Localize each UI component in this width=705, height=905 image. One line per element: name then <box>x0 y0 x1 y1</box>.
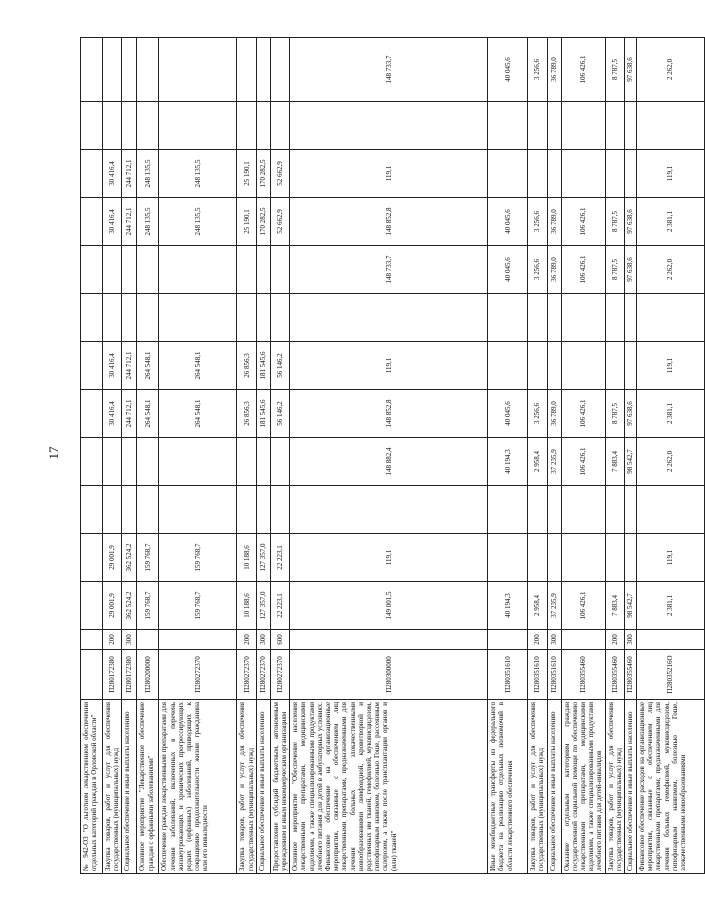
row-code-cell: П280172380 <box>122 650 137 700</box>
amount-cell <box>81 38 103 102</box>
amount-cell: 244 712,1 <box>122 198 137 246</box>
amount-cell <box>561 342 605 390</box>
amount-cell: 30 416,4 <box>103 150 122 198</box>
row-code-cell: П280172380 <box>103 650 122 700</box>
amount-cell: 10 188,6 <box>237 582 256 630</box>
amount-cell: 248 135,5 <box>159 150 237 198</box>
amount-cell: 2 262,0 <box>637 246 705 294</box>
table-row <box>290 38 488 874</box>
amount-cell <box>270 486 289 534</box>
amount-cell: 52 662,9 <box>270 198 289 246</box>
amount-cell: 119,1 <box>290 534 488 582</box>
amount-cell: 2 958,4 <box>528 582 547 630</box>
amount-cell <box>159 102 237 150</box>
amount-cell <box>159 438 237 486</box>
amount-cell: 7 883,4 <box>605 438 624 486</box>
amount-cell <box>237 486 256 534</box>
amount-cell: 40 194,3 <box>488 582 528 630</box>
amount-cell <box>137 294 159 342</box>
amount-cell <box>625 342 637 390</box>
amount-cell: 106 426,1 <box>561 390 605 438</box>
amount-cell <box>625 150 637 198</box>
row-expense-type-cell <box>137 630 159 650</box>
amount-cell <box>81 582 103 630</box>
amount-cell <box>547 150 561 198</box>
amount-cell <box>488 342 528 390</box>
row-name-cell: Закупка товаров, работ и услуг для обеспечения государственных (муниципальных) нужд <box>528 700 547 874</box>
row-code-cell: П280272370 <box>237 650 256 700</box>
row-expense-type-cell: 200 <box>528 630 547 650</box>
amount-cell: 119,1 <box>637 342 705 390</box>
row-expense-type-cell <box>290 630 488 650</box>
amount-cell <box>561 150 605 198</box>
amount-cell: 10 188,6 <box>237 534 256 582</box>
amount-cell <box>137 246 159 294</box>
row-expense-type-cell <box>81 630 103 650</box>
amount-cell <box>270 438 289 486</box>
amount-cell <box>81 486 103 534</box>
amount-cell <box>637 294 705 342</box>
row-name-cell: Предоставление субсидий бюджетным, автономным учреждениям и иным некоммерческим организациям <box>270 700 289 874</box>
amount-cell: 2 262,0 <box>637 438 705 486</box>
amount-cell: 106 426,1 <box>561 246 605 294</box>
amount-cell <box>270 38 289 102</box>
amount-cell: 97 638,6 <box>625 38 637 102</box>
amount-cell <box>137 438 159 486</box>
amount-cell: 25 190,1 <box>237 198 256 246</box>
amount-cell: 2 262,0 <box>637 38 705 102</box>
amount-cell: 3 256,6 <box>528 246 547 294</box>
row-expense-type-cell: 200 <box>103 630 122 650</box>
amount-cell <box>605 486 624 534</box>
amount-cell <box>256 486 270 534</box>
amount-cell: 40 194,3 <box>488 438 528 486</box>
row-code-cell: П280351610 <box>488 650 528 700</box>
amount-cell <box>81 294 103 342</box>
row-expense-type-cell <box>561 630 605 650</box>
amount-cell <box>237 438 256 486</box>
table-row <box>561 38 605 874</box>
amount-cell: 3 256,6 <box>528 38 547 102</box>
amount-cell <box>237 294 256 342</box>
row-name-cell: Основное мероприятие "Лекарственное обеспечение граждан с орфанными заболеваниями" <box>137 700 159 874</box>
amount-cell <box>561 294 605 342</box>
page-number: 17 <box>46 446 61 460</box>
amount-cell: 29 001,9 <box>103 534 122 582</box>
amount-cell <box>256 438 270 486</box>
row-code-cell: П280355460 <box>625 650 637 700</box>
rotated-page-area <box>80 38 688 874</box>
amount-cell: 97 638,6 <box>625 390 637 438</box>
row-expense-type-cell: 300 <box>122 630 137 650</box>
amount-cell <box>547 102 561 150</box>
row-name-cell: Закупка товаров, работ и услуг для обеспечения государственных (муниципальных) нужд <box>103 700 122 874</box>
amount-cell <box>159 246 237 294</box>
amount-cell: 25 190,1 <box>237 150 256 198</box>
amount-cell <box>605 150 624 198</box>
amount-cell: 362 524,2 <box>122 582 137 630</box>
amount-cell: 52 662,9 <box>270 150 289 198</box>
amount-cell <box>625 294 637 342</box>
amount-cell: 56 146,2 <box>270 342 289 390</box>
row-code-cell: П280351610 <box>528 650 547 700</box>
amount-cell: 264 548,1 <box>159 390 237 438</box>
amount-cell: 106 426,1 <box>561 198 605 246</box>
row-code-cell <box>81 650 103 700</box>
amount-cell <box>159 294 237 342</box>
amount-cell <box>528 102 547 150</box>
amount-cell: 106 426,1 <box>561 438 605 486</box>
row-code-cell: П280272370 <box>256 650 270 700</box>
amount-cell <box>103 38 122 102</box>
amount-cell: 159 768,7 <box>137 534 159 582</box>
amount-cell: 22 223,1 <box>270 582 289 630</box>
amount-cell <box>103 294 122 342</box>
amount-cell <box>81 150 103 198</box>
amount-cell: 119,1 <box>637 534 705 582</box>
amount-cell <box>237 246 256 294</box>
amount-cell <box>237 38 256 102</box>
amount-cell <box>561 486 605 534</box>
table-row <box>605 38 624 874</box>
amount-cell <box>270 294 289 342</box>
row-name-cell: Социальное обеспечение и иные выплаты населению <box>122 700 137 874</box>
amount-cell <box>637 486 705 534</box>
amount-cell: 159 768,7 <box>159 582 237 630</box>
amount-cell <box>122 246 137 294</box>
amount-cell: 181 545,6 <box>256 342 270 390</box>
row-code-cell: П280355460 <box>561 650 605 700</box>
amount-cell: 159 768,7 <box>137 582 159 630</box>
amount-cell <box>605 534 624 582</box>
amount-cell <box>528 534 547 582</box>
amount-cell: 148 852,8 <box>290 198 488 246</box>
amount-cell: 2 381,1 <box>637 390 705 438</box>
row-name-cell: Социальное обеспечение и иные выплаты населению <box>625 700 637 874</box>
amount-cell: 98 542,7 <box>625 438 637 486</box>
amount-cell <box>488 486 528 534</box>
amount-cell: 170 282,5 <box>256 150 270 198</box>
amount-cell <box>81 246 103 294</box>
amount-cell <box>625 486 637 534</box>
amount-cell <box>81 438 103 486</box>
amount-cell <box>528 294 547 342</box>
amount-cell <box>237 102 256 150</box>
amount-cell <box>561 534 605 582</box>
table-body <box>81 38 705 874</box>
amount-cell: 98 542,7 <box>625 582 637 630</box>
amount-cell: 106 426,1 <box>561 38 605 102</box>
row-name-cell: Основное мероприятие "Обеспечение населения лекарственными препаратами, медицинскими изделиями, а также специализированными продуктами лечебного питания для детей в амбулаторных условиях. Финансовое обеспечение на организационные мероприятия, связанные с обеспечением лиц лекарственными препаратами, предназначенными для лечения больных злокачественными новообразованиями лимфоидной, кроветворной и родственных им тканей, гемофилией, муковисцидозом, гипофизарным нанизмом, болезнью Гоше, рассеянным склерозом, а также после трансплантации органов и (или) тканей" <box>290 700 488 874</box>
amount-cell <box>81 390 103 438</box>
amount-cell <box>103 438 122 486</box>
table-row <box>137 38 159 874</box>
row-code-cell: П280355460 <box>605 650 624 700</box>
amount-cell <box>103 246 122 294</box>
amount-cell <box>488 150 528 198</box>
amount-cell: 106 426,1 <box>561 582 605 630</box>
table-row <box>488 38 528 874</box>
row-code-cell: П280351610 <box>547 650 561 700</box>
row-expense-type-cell <box>637 630 705 650</box>
row-name-cell: Иные межбюджетные трансферты из федерального бюджета на реализацию отдельных полномочий в области лекарственного обеспечения <box>488 700 528 874</box>
amount-cell <box>81 102 103 150</box>
amount-cell: 40 045,6 <box>488 390 528 438</box>
amount-cell: 8 787,5 <box>605 390 624 438</box>
amount-cell: 181 545,6 <box>256 390 270 438</box>
amount-cell: 159 768,7 <box>159 534 237 582</box>
amount-cell <box>290 294 488 342</box>
amount-cell <box>547 294 561 342</box>
row-code-cell: П280272370 <box>270 650 289 700</box>
table-row <box>103 38 122 874</box>
amount-cell: 244 712,1 <box>122 342 137 390</box>
amount-cell: 2 381,1 <box>637 582 705 630</box>
amount-cell <box>159 486 237 534</box>
amount-cell <box>290 102 488 150</box>
amount-cell: 148 733,7 <box>290 246 488 294</box>
table-row <box>237 38 256 874</box>
amount-cell <box>122 38 137 102</box>
amount-cell <box>488 294 528 342</box>
table-row <box>81 38 103 874</box>
amount-cell <box>605 102 624 150</box>
amount-cell: 40 045,6 <box>488 246 528 294</box>
row-code-cell: П280300000 <box>290 650 488 700</box>
amount-cell: 36 789,0 <box>547 38 561 102</box>
amount-cell: 30 416,4 <box>103 342 122 390</box>
amount-cell: 2 958,4 <box>528 438 547 486</box>
amount-cell: 30 416,4 <box>103 198 122 246</box>
amount-cell: 8 787,5 <box>605 38 624 102</box>
amount-cell <box>159 38 237 102</box>
amount-cell <box>122 294 137 342</box>
row-name-cell: Финансовое обеспечение расходов на организационные мероприятия, связанные с обеспечением лиц лекарственными препаратами, предназначенными для лечения больных гемофилией, муковисцидозом, гипофизарным нанизмом, болезнью Гоше, злокачественными новообразованиями <box>637 700 705 874</box>
amount-cell: 22 223,1 <box>270 534 289 582</box>
amount-cell: 97 638,6 <box>625 246 637 294</box>
table-row <box>122 38 137 874</box>
amount-cell: 119,1 <box>290 150 488 198</box>
amount-cell <box>528 342 547 390</box>
amount-cell: 3 256,6 <box>528 390 547 438</box>
amount-cell: 30 416,4 <box>103 390 122 438</box>
amount-cell <box>122 102 137 150</box>
amount-cell <box>547 486 561 534</box>
row-code-cell: П280272370 <box>159 650 237 700</box>
amount-cell <box>270 102 289 150</box>
row-name-cell: Обеспечение граждан лекарственными препаратами для лечения заболеваний, включенных в перечень жизнеугрожающих и хронических прогрессирующих редких (орфанных) заболеваний, приводящих к сокращению продолжительности жизни гражданина или его инвалидности <box>159 700 237 874</box>
row-name-cell: Социальное обеспечение и иные выплаты населению <box>256 700 270 874</box>
amount-cell <box>137 102 159 150</box>
amount-cell <box>488 534 528 582</box>
amount-cell <box>103 102 122 150</box>
amount-cell: 264 548,1 <box>137 390 159 438</box>
amount-cell <box>625 534 637 582</box>
amount-cell <box>528 486 547 534</box>
amount-cell <box>137 486 159 534</box>
amount-cell: 264 548,1 <box>159 342 237 390</box>
amount-cell <box>81 342 103 390</box>
table-row <box>159 38 237 874</box>
amount-cell: 8 787,5 <box>605 246 624 294</box>
row-name-cell: Закупка товаров, работ и услуг для обеспечения государственных (муниципальных) нужд <box>605 700 624 874</box>
amount-cell: 40 045,6 <box>488 198 528 246</box>
amount-cell: 362 524,2 <box>122 534 137 582</box>
row-expense-type-cell: 600 <box>270 630 289 650</box>
table-row <box>256 38 270 874</box>
amount-cell <box>637 102 705 150</box>
amount-cell: 36 789,0 <box>547 246 561 294</box>
amount-cell <box>137 38 159 102</box>
amount-cell: 40 045,6 <box>488 38 528 102</box>
row-expense-type-cell: 200 <box>605 630 624 650</box>
amount-cell: 26 856,3 <box>237 342 256 390</box>
amount-cell: 37 235,9 <box>547 582 561 630</box>
table-row <box>637 38 705 874</box>
amount-cell <box>256 38 270 102</box>
amount-cell: 7 883,4 <box>605 582 624 630</box>
amount-cell <box>122 486 137 534</box>
row-name-cell: Социальное обеспечение и иные выплаты населению <box>547 700 561 874</box>
budget-table <box>80 37 705 874</box>
amount-cell <box>290 486 488 534</box>
amount-cell: 56 146,2 <box>270 390 289 438</box>
amount-cell: 248 135,5 <box>159 198 237 246</box>
row-name-cell: Закупка товаров, работ и услуг для обеспечения государственных (муниципальных) нужд <box>237 700 256 874</box>
row-expense-type-cell: 300 <box>256 630 270 650</box>
amount-cell <box>256 102 270 150</box>
amount-cell: 119,1 <box>290 342 488 390</box>
amount-cell <box>270 246 289 294</box>
row-code-cell: П280200000 <box>137 650 159 700</box>
amount-cell: 127 357,0 <box>256 582 270 630</box>
table-row <box>547 38 561 874</box>
amount-cell: 148 882,4 <box>290 438 488 486</box>
amount-cell: 36 789,0 <box>547 390 561 438</box>
amount-cell <box>488 102 528 150</box>
amount-cell: 8 787,5 <box>605 198 624 246</box>
amount-cell: 119,1 <box>637 150 705 198</box>
amount-cell: 3 256,6 <box>528 198 547 246</box>
amount-cell <box>103 486 122 534</box>
amount-cell: 29 001,9 <box>103 582 122 630</box>
row-expense-type-cell: 300 <box>547 630 561 650</box>
amount-cell <box>528 150 547 198</box>
amount-cell <box>122 438 137 486</box>
row-name-cell: № 942-ОЗ "О льготном лекарственном обеспечении отдельных категорий граждан в Орловской области" <box>81 700 103 874</box>
amount-cell <box>256 246 270 294</box>
amount-cell <box>625 102 637 150</box>
table-row <box>528 38 547 874</box>
amount-cell: 244 712,1 <box>122 150 137 198</box>
amount-cell: 244 712,1 <box>122 390 137 438</box>
amount-cell: 97 638,6 <box>625 198 637 246</box>
row-expense-type-cell <box>488 630 528 650</box>
amount-cell <box>547 534 561 582</box>
amount-cell: 148 852,8 <box>290 390 488 438</box>
amount-cell <box>605 294 624 342</box>
amount-cell: 264 548,1 <box>137 342 159 390</box>
amount-cell: 149 001,5 <box>290 582 488 630</box>
amount-cell <box>81 198 103 246</box>
amount-cell: 37 235,9 <box>547 438 561 486</box>
row-expense-type-cell: 300 <box>625 630 637 650</box>
amount-cell: 170 282,5 <box>256 198 270 246</box>
amount-cell <box>81 534 103 582</box>
row-name-cell: Оказание отдельным категориям граждан государственной социальной помощи по обеспечению лекарственными препаратами, медицинскими изделиями, а также специализированными продуктами лечебного питания для детей-инвалидов <box>561 700 605 874</box>
amount-cell: 148 733,7 <box>290 38 488 102</box>
amount-cell: 248 135,5 <box>137 150 159 198</box>
amount-cell <box>256 294 270 342</box>
amount-cell: 248 135,5 <box>137 198 159 246</box>
amount-cell: 2 381,1 <box>637 198 705 246</box>
amount-cell: 36 789,0 <box>547 198 561 246</box>
amount-cell <box>547 342 561 390</box>
table-container <box>80 38 688 874</box>
row-code-cell: П28035216О <box>637 650 705 700</box>
amount-cell <box>561 102 605 150</box>
table-row <box>270 38 289 874</box>
amount-cell: 127 357,0 <box>256 534 270 582</box>
table-row <box>625 38 637 874</box>
row-expense-type-cell <box>159 630 237 650</box>
amount-cell <box>605 342 624 390</box>
amount-cell: 26 856,3 <box>237 390 256 438</box>
row-expense-type-cell: 200 <box>237 630 256 650</box>
